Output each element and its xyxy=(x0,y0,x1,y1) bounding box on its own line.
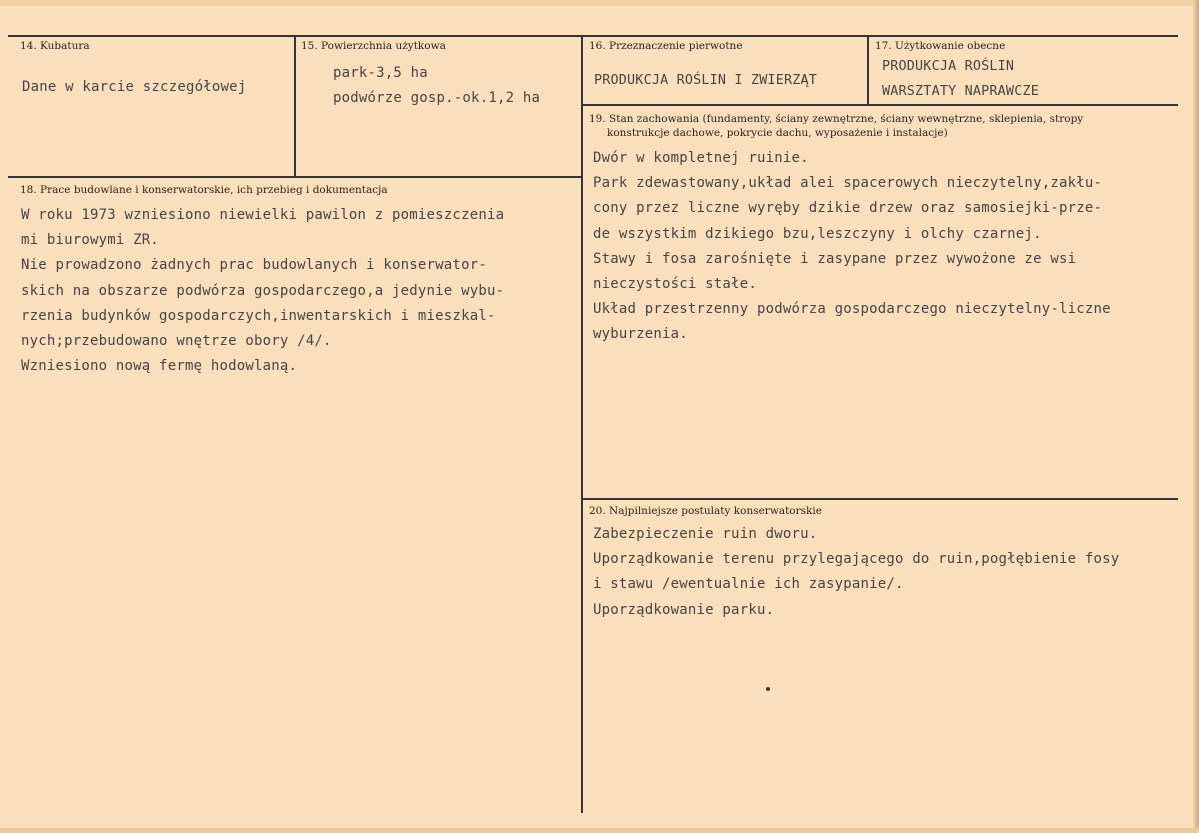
field-15-line: park-3,5 ha xyxy=(333,65,428,81)
field-18-line: Wzniesiono nową fermę hodowlaną. xyxy=(21,358,298,375)
field-19-line: wyburzenia. xyxy=(593,326,688,343)
field-19-line: Układ przestrzenny podwórza gospodarczego nieczytelny-liczne xyxy=(593,301,1111,318)
field-16-label: 16. Przeznaczenie pierwotne xyxy=(589,40,743,52)
field-20-line: Uporządkowanie terenu przylegającego do ruin,pogłębienie fosy xyxy=(593,551,1120,568)
field-19-line: cony przez liczne wyręby dzikie drzew oraz samosiejki-prze- xyxy=(593,200,1103,217)
field-19-label-line: konstrukcje dachowe, pokrycie dachu, wyposażenie i instalacje) xyxy=(607,127,948,139)
field-19-line: Dwór w kompletnej ruinie. xyxy=(593,150,809,166)
card-top-edge xyxy=(0,0,1199,6)
field-17-line: PRODUKCJA ROŚLIN xyxy=(882,59,1015,74)
field-19-line: Park zdewastowany,układ alei spacerowych nieczytelny,zakłu- xyxy=(593,175,1103,192)
field-17-label: 17. Użytkowanie obecne xyxy=(875,40,1006,52)
field-19-label xyxy=(589,112,1169,140)
field-18-line: mi biurowymi ZR. xyxy=(21,232,160,249)
field-18-line: nych;przebudowano wnętrze obory /4/. xyxy=(21,332,332,349)
field-18-line: skich na obszarze podwórza gospodarczego,a jedynie wybu- xyxy=(21,282,505,299)
field-15-line: podwórze gosp.-ok.1,2 ha xyxy=(333,90,541,107)
rule-above-20 xyxy=(582,498,1178,500)
rule-under-14-15 xyxy=(8,176,582,178)
field-20-line: i stawu /ewentualnie ich zasypanie/. xyxy=(593,576,904,593)
rule-under-16-17 xyxy=(582,104,1178,106)
field-14-value: Dane w karcie szczegółowej xyxy=(22,79,247,95)
field-20-line: Uporządkowanie parku. xyxy=(593,601,775,618)
field-18-value xyxy=(21,203,504,379)
field-20-value xyxy=(593,522,1119,623)
divider-14-15 xyxy=(294,35,296,176)
field-20-label: 20. Najpilniejsze postulaty konserwatorskie xyxy=(589,505,822,517)
field-16-value: PRODUKCJA ROŚLIN I ZWIERZĄT xyxy=(594,73,818,88)
card-bottom-edge xyxy=(0,828,1199,833)
ink-speck xyxy=(766,687,770,691)
divider-main xyxy=(581,35,583,813)
field-18-label: 18. Prace budowlane i konserwatorskie, ich przebieg i dokumentacja xyxy=(20,184,388,196)
field-18-line: W roku 1973 wzniesiono niewielki pawilon z pomieszczenia xyxy=(21,207,505,223)
field-19-value xyxy=(593,146,1111,348)
field-14-label: 14. Kubatura xyxy=(20,40,90,52)
field-19-label-line: 19. Stan zachowania (fundamenty, ściany zewnętrzne, ściany wewnętrzne, sklepienia, stropy xyxy=(589,113,1084,125)
field-19-line: nieczystości stałe. xyxy=(593,275,757,292)
field-19-line: Stawy i fosa zarośnięte i zasypane przez wywożone ze wsi xyxy=(593,250,1077,267)
field-20-line: Zabezpieczenie ruin dworu. xyxy=(593,526,818,542)
top-rule xyxy=(8,35,1178,37)
divider-16-17 xyxy=(867,35,869,104)
field-17-value xyxy=(882,54,1039,104)
field-17-line: WARSZTATY NAPRAWCZE xyxy=(882,84,1039,100)
field-15-value xyxy=(333,61,540,111)
field-18-line: rzenia budynków gospodarczych,inwentarskich i mieszkal- xyxy=(21,307,496,324)
field-18-line: Nie prowadzono żadnych prac budowlanych i konserwator- xyxy=(21,257,487,274)
field-15-label: 15. Powierzchnia użytkowa xyxy=(301,40,446,52)
field-19-line: de wszystkim dzikiego bzu,leszczyny i olchy czarnej. xyxy=(593,225,1042,242)
card-right-edge xyxy=(1193,0,1199,833)
